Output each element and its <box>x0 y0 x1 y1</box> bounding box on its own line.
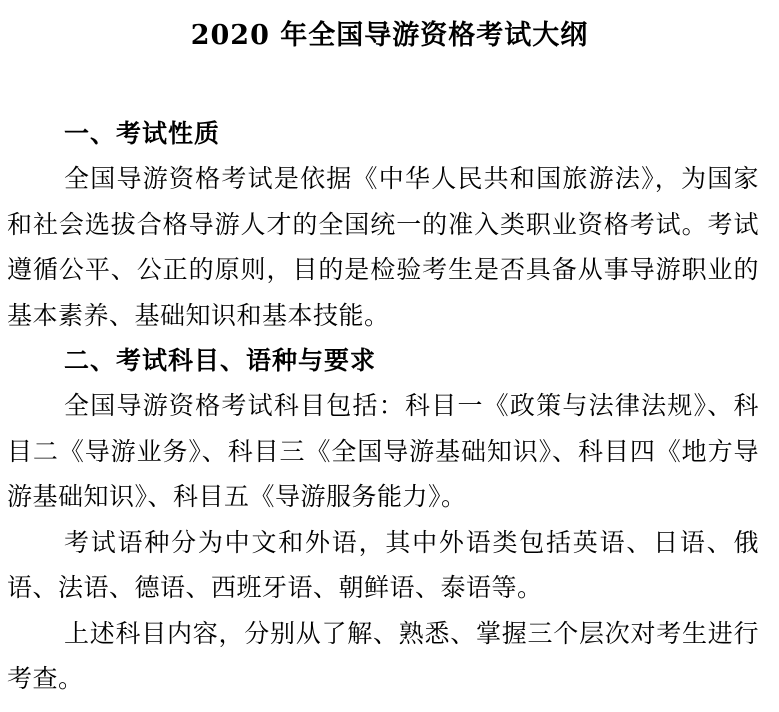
section-heading-subjects: 二、考试科目、语种与要求 <box>64 346 377 375</box>
paragraph-exam-levels: 上述科目内容，分别从了解、熟悉、掌握三个层次对考生进行考查。 <box>7 618 759 693</box>
paragraph-exam-languages: 考试语种分为中文和外语，其中外语类包括英语、日语、俄语、法语、德语、西班牙语、朝鲜语、泰语等。 <box>7 527 759 602</box>
section-heading-nature: 一、考试性质 <box>64 119 221 148</box>
paragraph-exam-nature: 全国导游资格考试是依据《中华人民共和国旅游法》，为国家和社会选拔合格导游人才的全国统一的准入类职业资格考试。考试遵循公平、公正的原则，目的是检验考生是否具备从事导游职业的基本素养、基础知识和基本技能。 <box>7 164 759 330</box>
document-body <box>7 111 759 702</box>
document-title: 2020 年全国导游资格考试大纲 <box>190 20 589 51</box>
paragraph-exam-subjects: 全国导游资格考试科目包括：科目一《政策与法律法规》、科目二《导游业务》、科目三《全国导游基础知识》、科目四《地方导游基础知识》、科目五《导游服务能力》。 <box>7 391 759 511</box>
